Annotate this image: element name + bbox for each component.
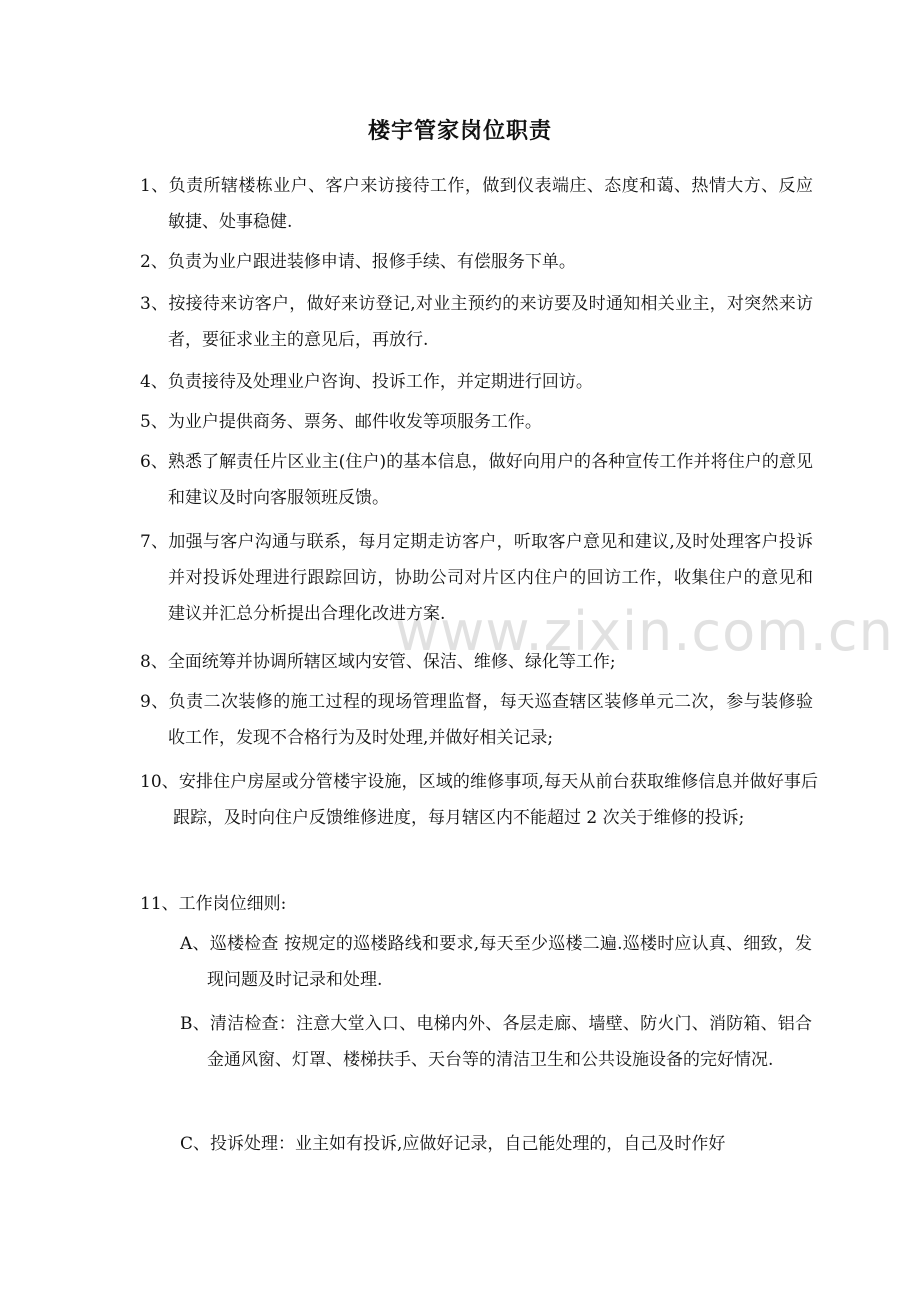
duty-item-4: 4、负责接待及处理业户咨询、投诉工作，并定期进行回访。 (140, 372, 593, 392)
duty-item-1: 1、负责所辖楼栋业户、客户来访接待工作，做到仪表端庄、态度和蔼、热情大方、反应敏捷、处事稳健. (140, 176, 813, 232)
detail-item-b: B、清洁检查：注意大堂入口、电梯内外、各层走廊、墙壁、防火门、消防箱、铝合金通风窗、灯罩、楼梯扶手、天台等的清洁卫生和公共设施设备的完好情况. (180, 1014, 812, 1070)
duty-item-6: 6、熟悉了解责任片区业主(住户)的基本信息，做好向用户的各种宣传工作并将住户的意见和建议及时向客服领班反馈。 (140, 452, 813, 508)
duty-item-11: 11、工作岗位细则: (140, 894, 287, 914)
duty-item-7: 7、加强与客户沟通与联系，每月定期走访客户，听取客户意见和建议,及时处理客户投诉并对投诉处理进行跟踪回访，协助公司对片区内住户的回访工作，收集住户的意见和建议并汇总分析提出合理化改进方案. (140, 532, 813, 624)
duty-item-5: 5、为业户提供商务、票务、邮件收发等项服务工作。 (140, 412, 542, 432)
duty-item-3: 3、按接待来访客户，做好来访登记,对业主预约的来访要及时通知相关业主，对突然来访者，要征求业主的意见后，再放行. (140, 294, 813, 350)
duty-item-9: 9、负责二次装修的施工过程的现场管理监督，每天巡查辖区装修单元二次，参与装修验收工作，发现不合格行为及时处理,并做好相关记录; (140, 692, 813, 748)
duty-item-2: 2、负责为业户跟进装修申请、报修手续、有偿服务下单。 (140, 252, 576, 272)
duty-item-8: 8、全面统筹并协调所辖区域内安管、保洁、维修、绿化等工作; (140, 652, 616, 672)
detail-item-c: C、投诉处理：业主如有投诉,应做好记录，自己能处理的，自己及时作好 (180, 1134, 726, 1154)
detail-item-a: A、巡楼检查 按规定的巡楼路线和要求,每天至少巡楼二遍.巡楼时应认真、细致，发现问题及时记录和处理. (180, 934, 812, 990)
page-title: 楼宇管家岗位职责 (367, 118, 552, 144)
duty-item-10: 10、安排住户房屋或分管楼宇设施，区域的维修事项,每天从前台获取维修信息并做好事后跟踪，及时向住户反馈维修进度，每月辖区内不能超过 2 次关于维修的投诉; (140, 772, 818, 828)
watermark: www.zixin.com.cn (395, 600, 894, 663)
